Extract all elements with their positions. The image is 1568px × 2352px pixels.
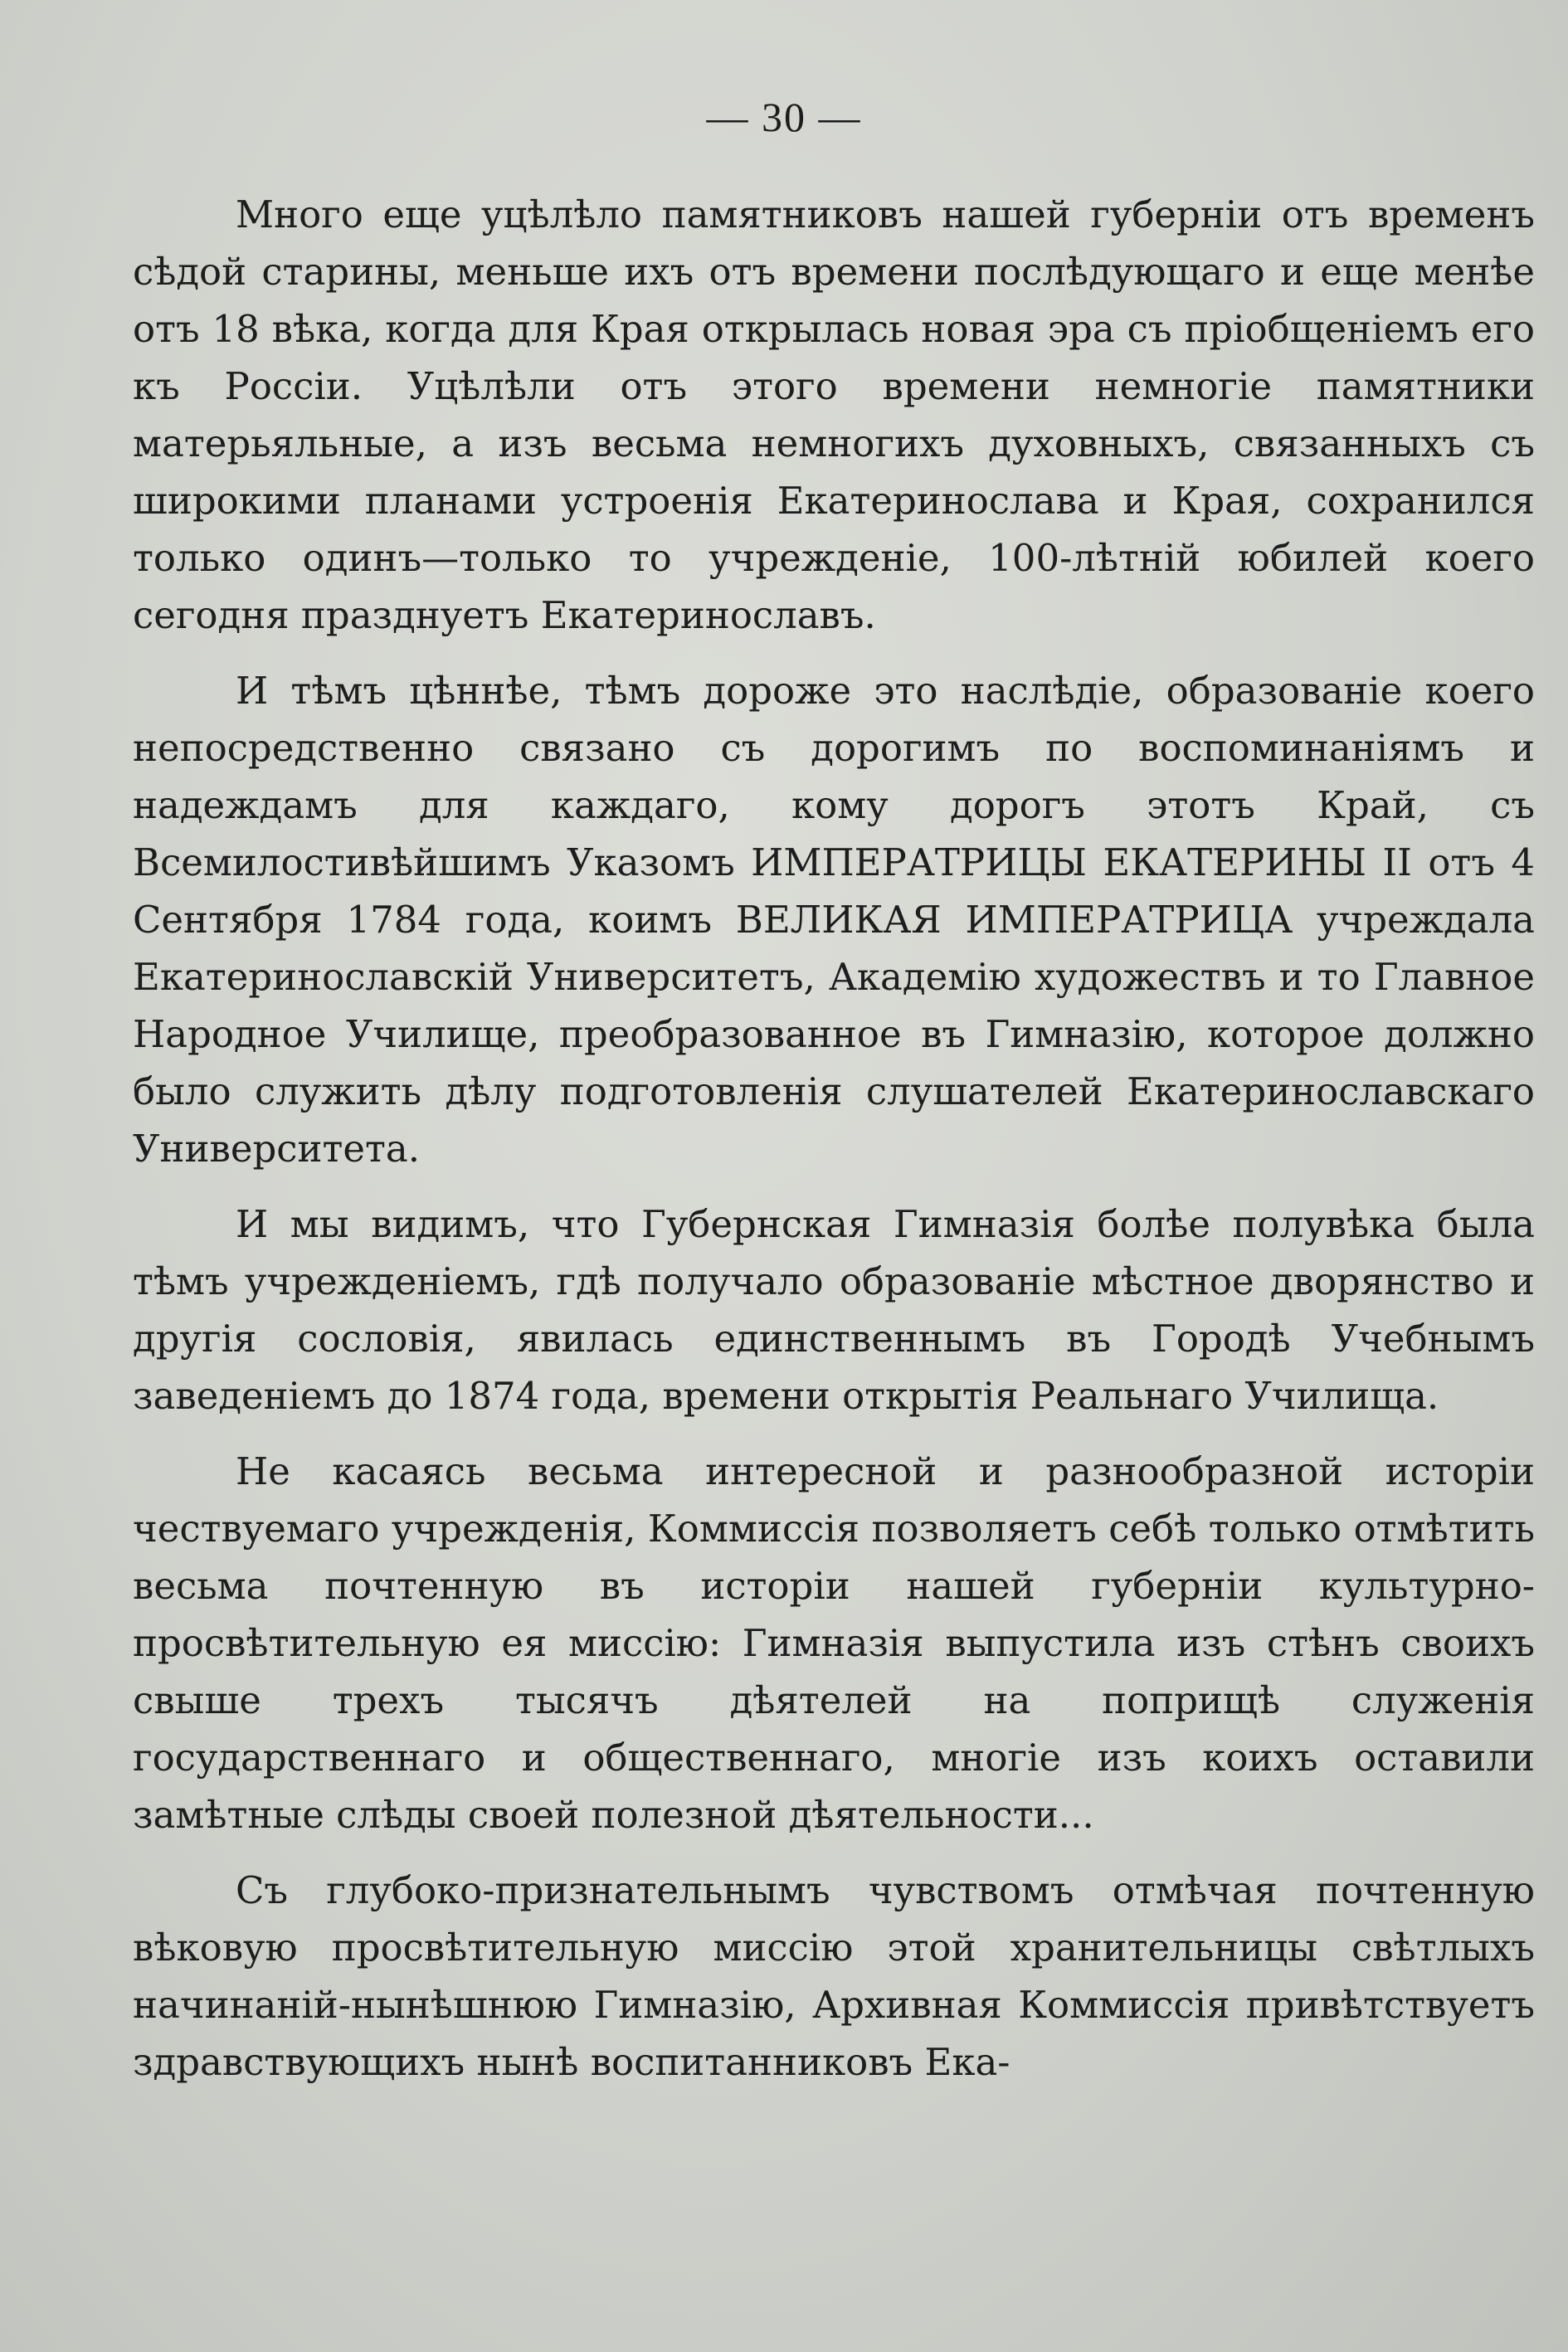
body-text <box>133 186 1535 2091</box>
paragraph-4: Не касаясь весьма интересной и разнообразной исторіи чествуемаго учрежденія, Коммиссія позволяетъ себѣ только отмѣтить весьма почтенную въ исторіи нашей губерніи культурно-просвѣтительную ея миссію: Гимназія выпустила изъ стѣнъ своихъ свыше трехъ тысячъ дѣятелей на поприщѣ служенія государственнаго и общественнаго, многіе изъ коихъ оставили замѣтные слѣды своей полезной дѣятельности... <box>133 1449 1535 1837</box>
paragraph-2: И тѣмъ цѣннѣе, тѣмъ дороже это наслѣдіе, образованіе коего непосредственно связано съ дорогимъ по воспоминаніямъ и надеждамъ для каждаго, кому дорогъ этотъ Край, съ Всемилостивѣйшимъ Указомъ ИМПЕРАТРИЦЫ ЕКАТЕРИНЫ II отъ 4 Сентября 1784 года, коимъ ВЕЛИКАЯ ИМПЕРАТРИЦА учреждала Екатеринославскій Университетъ, Академію художествъ и то Главное Народное Училище, преобразованное въ Гимназію, которое должно было служить дѣлу подготовленія слушателей Екатеринославскаго Университета. <box>133 669 1535 1171</box>
paragraph-3: И мы видимъ, что Губернская Гимназія болѣе полувѣка была тѣмъ учрежденіемъ, гдѣ получало образованіе мѣстное дворянство и другія сословія, явилась единственнымъ въ Городѣ Учебнымъ заведеніемъ до 1874 года, времени открытія Реальнаго Училища. <box>133 1202 1535 1418</box>
page-number: — 30 — <box>706 94 862 140</box>
paragraph-5: Съ глубоко-признательнымъ чувствомъ отмѣчая почтенную вѣковую просвѣтительную миссію этой хранительницы свѣтлыхъ начинаній-нынѣшнюю Гимназію, Архивная Коммиссія привѣтствуетъ здравствующихъ нынѣ воспитанниковъ Ека- <box>133 1868 1535 2084</box>
paragraph-1: Много еще уцѣлѣло памятниковъ нашей губерніи отъ временъ сѣдой старины, меньше ихъ отъ времени послѣдующаго и еще менѣе отъ 18 вѣка, когда для Края открылась новая эра съ пріобщеніемъ его къ Россіи. Уцѣлѣли отъ этого времени немногіе памятники матерьяльные, а изъ весьма немногихъ духовныхъ, связанныхъ съ широкими планами устроенія Екатеринослава и Края, сохранился только одинъ—только то учрежденіе, 100-лѣтній юбилей коего сегодня празднуетъ Екатеринославъ. <box>133 192 1535 637</box>
